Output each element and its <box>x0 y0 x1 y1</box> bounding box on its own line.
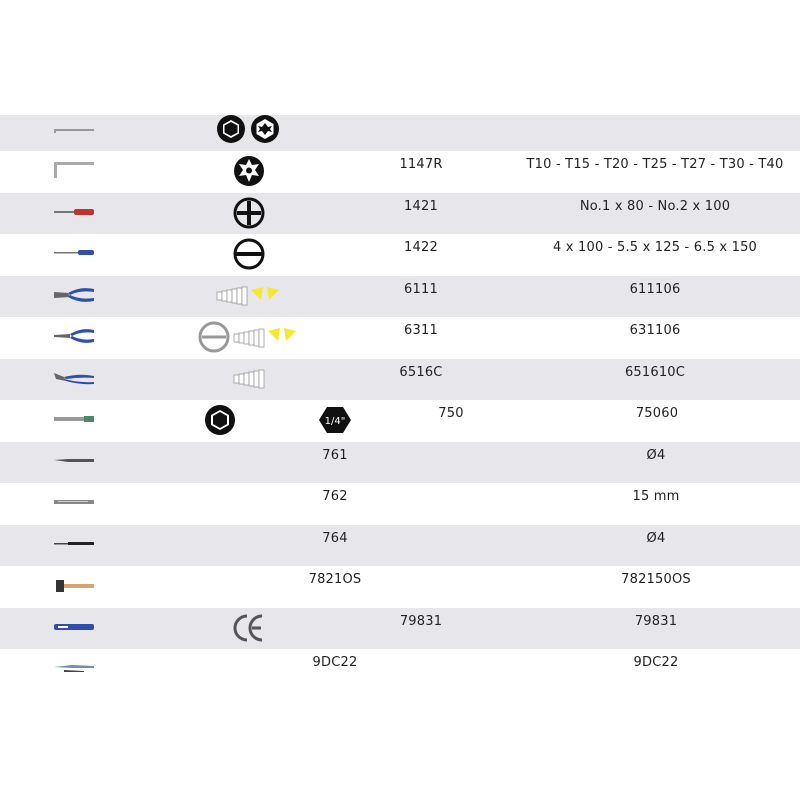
specification: 782150OS <box>621 572 691 587</box>
flat-screwdriver-icon <box>54 238 96 268</box>
reference-number: 764 <box>322 530 348 546</box>
specification: 651610C <box>624 364 686 380</box>
table-row <box>0 115 800 151</box>
table-row <box>0 359 800 401</box>
voltage-tester-icon <box>54 612 96 642</box>
table-row <box>0 483 800 525</box>
hex-socket-icon <box>203 402 237 436</box>
reference-number: 1147R <box>399 157 443 172</box>
specification: 631106 <box>629 323 681 338</box>
reference-number: 6111 <box>404 281 438 297</box>
hex-key-short-icon <box>54 119 96 149</box>
tool-reference-table <box>0 115 800 691</box>
table-row <box>0 649 800 691</box>
specification: No.1 x 80 - No.2 x 100 <box>579 198 731 214</box>
reference-number: 750 <box>438 406 464 421</box>
table-row <box>0 400 800 442</box>
reference-number: 1422 <box>404 240 438 255</box>
table-row <box>0 234 800 276</box>
size-steps-icon <box>232 361 268 395</box>
table-row <box>0 317 800 359</box>
water-pump-pliers-icon <box>54 363 96 393</box>
table-row <box>0 151 800 193</box>
specification: 611106 <box>629 281 681 297</box>
phillips-screwdriver-icon <box>54 197 96 227</box>
specification: T10 - T15 - T20 - T25 - T27 - T30 - T40 <box>526 157 784 172</box>
specification: Ø4 <box>646 530 666 546</box>
combination-pliers-icon <box>54 280 96 310</box>
reference-number: 6516C <box>399 364 443 380</box>
table-row <box>0 566 800 608</box>
quarter-inch-hex-icon <box>318 402 352 436</box>
long-nose-pliers-icon <box>54 321 96 351</box>
reference-number: 7821OS <box>308 572 362 587</box>
hammer-icon <box>54 570 96 600</box>
torx-star-icon <box>232 153 266 187</box>
cold-chisel-icon <box>54 487 96 517</box>
hex-size-label: 1/4" <box>324 416 346 427</box>
reference-number: 1421 <box>404 198 438 214</box>
reference-number: 761 <box>322 447 348 463</box>
phillips-tip-icon <box>232 195 266 229</box>
specification: 15 mm <box>632 489 680 504</box>
reference-number: 762 <box>322 489 348 504</box>
specification: 79831 <box>634 613 678 629</box>
size-steps-icon <box>215 278 285 312</box>
specification: 4 x 100 - 5.5 x 125 - 6.5 x 150 <box>552 240 758 255</box>
specification: 9DC22 <box>633 655 679 670</box>
table-row <box>0 608 800 650</box>
wire-stripper-icon <box>54 653 96 683</box>
pin-punch-icon <box>54 529 96 559</box>
table-row <box>0 442 800 484</box>
ce-mark-icon <box>232 610 266 644</box>
table-row <box>0 525 800 567</box>
specification: Ø4 <box>646 447 666 463</box>
round-jaw-icon <box>198 319 302 353</box>
table-row <box>0 276 800 318</box>
slotted-tip-icon <box>232 236 266 270</box>
reference-number: 79831 <box>399 613 443 629</box>
specification: 75060 <box>635 406 679 421</box>
table-row <box>0 193 800 235</box>
reference-number: 9DC22 <box>312 655 358 670</box>
reference-number: 6311 <box>404 323 438 338</box>
bit-holder-icon <box>54 404 96 434</box>
hex-socket-icon <box>215 115 285 149</box>
torx-key-icon <box>54 155 96 185</box>
center-punch-icon <box>54 446 96 476</box>
